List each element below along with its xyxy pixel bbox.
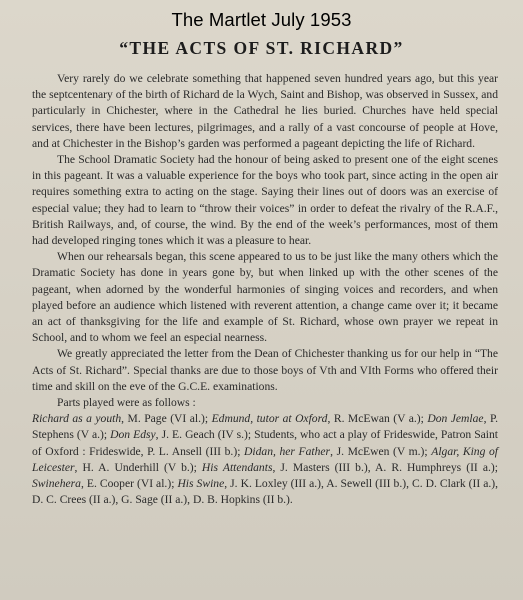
cast-actor: J. E. Geach (IV s.) — [161, 428, 248, 442]
cast-list: Richard as a youth, M. Page (VI al.); Edmund, tutor at Oxford, R. McEwan (V a.); Don Jemlae, P. Stephens (V a.); Don Edsy, J. E. Geach (IV s.); Students, who act a play of Frideswide, Patron Saint of Oxford : Frideswide, P. L. Ansell (III b.); Didan, her Father, J. McEwen (V m.); Algar, King of Leicester, H. A. Underhill (V b.); His Attendants, J. Masters (III b.), A. R. Humphreys (II a.); Swinehera, E. Cooper (VI al.); His Swine, J. K. Loxley (III a.), A. Sewell (III b.), C. D. Clark (II a.), D. C. Crees (II a.), G. Sage (II a.), D. B. Hopkins (II b.). — [32, 412, 499, 507]
cast-role: Didan, her Father — [244, 444, 331, 458]
paragraph-4: We greatly appreciated the letter from the Dean of Chichester thanking us for our help in “The Acts of St. Richard”. Special thanks are due to those boys of Vth and VIth Forms who offered their time and skill on the eve of the G.C.E. examinations. — [32, 347, 498, 393]
paragraph-2: The School Dramatic Society had the honour of being asked to present one of the eight scenes in this pageant. It was a valuable experience for the boys who took part, since acting in the open air requires something extra to acting on the stage. Saying their lines out of doors was an exercise of especial value; they had to learn to “throw their voices” in order to defeat the rivalry of the R.A.F., British Railways, and, of course, the wind. By the end of the week’s performances, most of them had developed ringing tones which it was a pleasure to hear. — [32, 153, 498, 248]
paragraph-1: Very rarely do we celebrate something that happened seven hundred years ago, but this year the septcentenary of the birth of Richard de la Wych, Saint and Bishop, was observed in Sussex, and particularly in Chichester, where in the Cathedral he lies buried. Churches have held special services, there have been lectures, pilgrimages, and a rally of a vast concourse of people at Hove, and at Chichester in the Bishop’s garden was performed a pageant depicting the life of Richard. — [32, 72, 498, 150]
paragraph-5: Parts played were as follows : — [57, 396, 196, 410]
cast-role: Richard as a youth — [32, 412, 122, 426]
cast-actor: M. Page (VI al.) — [127, 412, 205, 426]
cast-role: Don Edsy — [110, 428, 156, 442]
cast-actor: E. Cooper (VI al.) — [86, 477, 172, 491]
article-title: “THE ACTS OF ST. RICHARD” — [119, 38, 404, 58]
cast-role: Algar, King of Leicester — [32, 444, 499, 474]
page-caption: The Martlet July 1953 — [171, 9, 352, 30]
article-body — [32, 71, 498, 508]
cast-role: Swinehera — [32, 477, 81, 491]
cast-actor: H. A. Underhill (V b.) — [82, 460, 194, 474]
cast-actor: J. Masters (III b.), A. R. Humphreys (II a.) — [280, 460, 495, 474]
cast-role: His Attendants — [201, 460, 273, 474]
cast-role: Don Jemlae — [427, 412, 484, 426]
cast-role: Students, who act a play of Frideswide, Patron Saint of Oxford : Frideswide — [32, 428, 499, 458]
cast-actor: R. McEwan (V a.) — [333, 412, 421, 426]
cast-actor: P. L. Ansell (III b.) — [147, 444, 238, 458]
paragraph-3: When our rehearsals began, this scene appeared to us to be just like the many others which the Dramatic Society has done in years gone by, but when linked up with the other scenes of the pageant, when adorned by the wonderful harmonies of singing voices and recorders, and when played before an audience which listened with reverent attention, a change came over it; it became an act of thanksgiving for the life and example of St. Richard, whose own prayer we repeat in School, and to whom we feel an especial nearness. — [32, 250, 498, 345]
cast-actor: J. McEwen (V m.) — [336, 444, 425, 458]
cast-role: Edmund, tutor at Oxford — [211, 412, 328, 426]
cast-actor: J. K. Loxley (III a.), A. Sewell (III b.), C. D. Clark (II a.), D. C. Crees (II a.), G. Sage (II a.), D. B. Hopkins (II b.). — [32, 477, 499, 507]
cast-actor: P. Stephens (V a.) — [32, 412, 499, 442]
cast-role: His Swine — [177, 477, 225, 491]
